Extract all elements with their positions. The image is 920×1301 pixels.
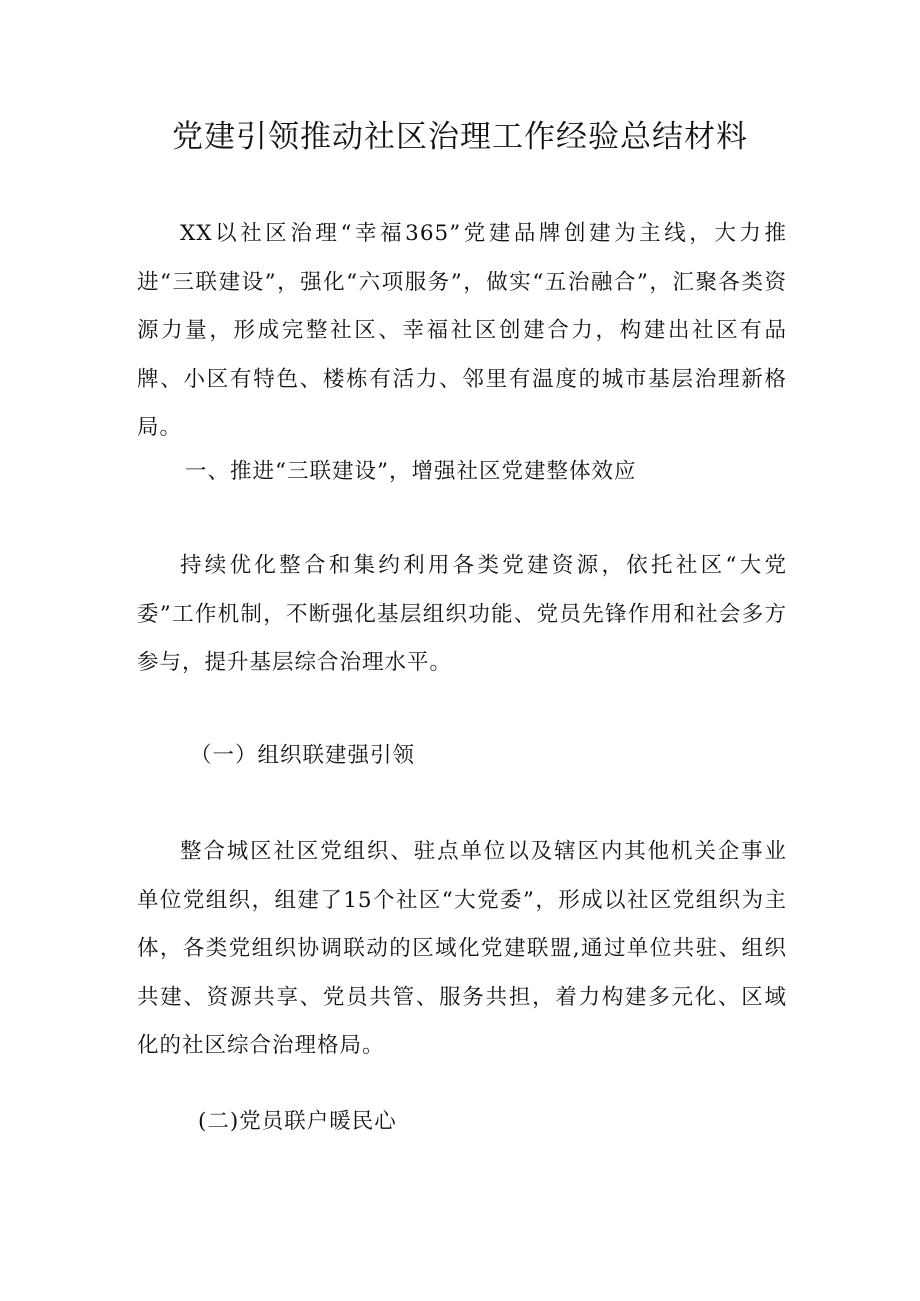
section-1-heading: 一、推进“三联建设”，增强社区党建整体效应: [185, 459, 637, 484]
intro-paragraph: XX以社区治理“幸福365”党建品牌创建为主线，大力推进“三联建设”，强化“六项服务”，做实“五治融合”，汇聚各类资源力量，形成完整社区、幸福社区创建合力，构建出社区有品牌、小区有特色、楼栋有活力、邻里有温度的城市基层治理新格局。: [137, 221, 787, 440]
subsection-1-heading: （一）组织联建强引领: [190, 743, 416, 768]
subsection-2-heading: (二)党员联户暖民心: [198, 1109, 397, 1134]
section-1-paragraph: 持续优化整合和集约利用各类党建资源，依托社区“大党委”工作机制，不断强化基层组织功能、党员先锋作用和社会多方参与，提升基层综合治理水平。: [137, 553, 787, 675]
subsection-1-paragraph: 整合城区社区党组织、驻点单位以及辖区内其他机关企事业单位党组织，组建了15个社区“大党委”，形成以社区党组织为主体，各类党组织协调联动的区域化党建联盟,通过单位共驻、组织共建、资源共享、党员共管、服务共担，着力构建多元化、区域化的社区综合治理格局。: [137, 839, 787, 1058]
document-title: 党建引领推动社区治理工作经验总结材料: [172, 119, 748, 155]
